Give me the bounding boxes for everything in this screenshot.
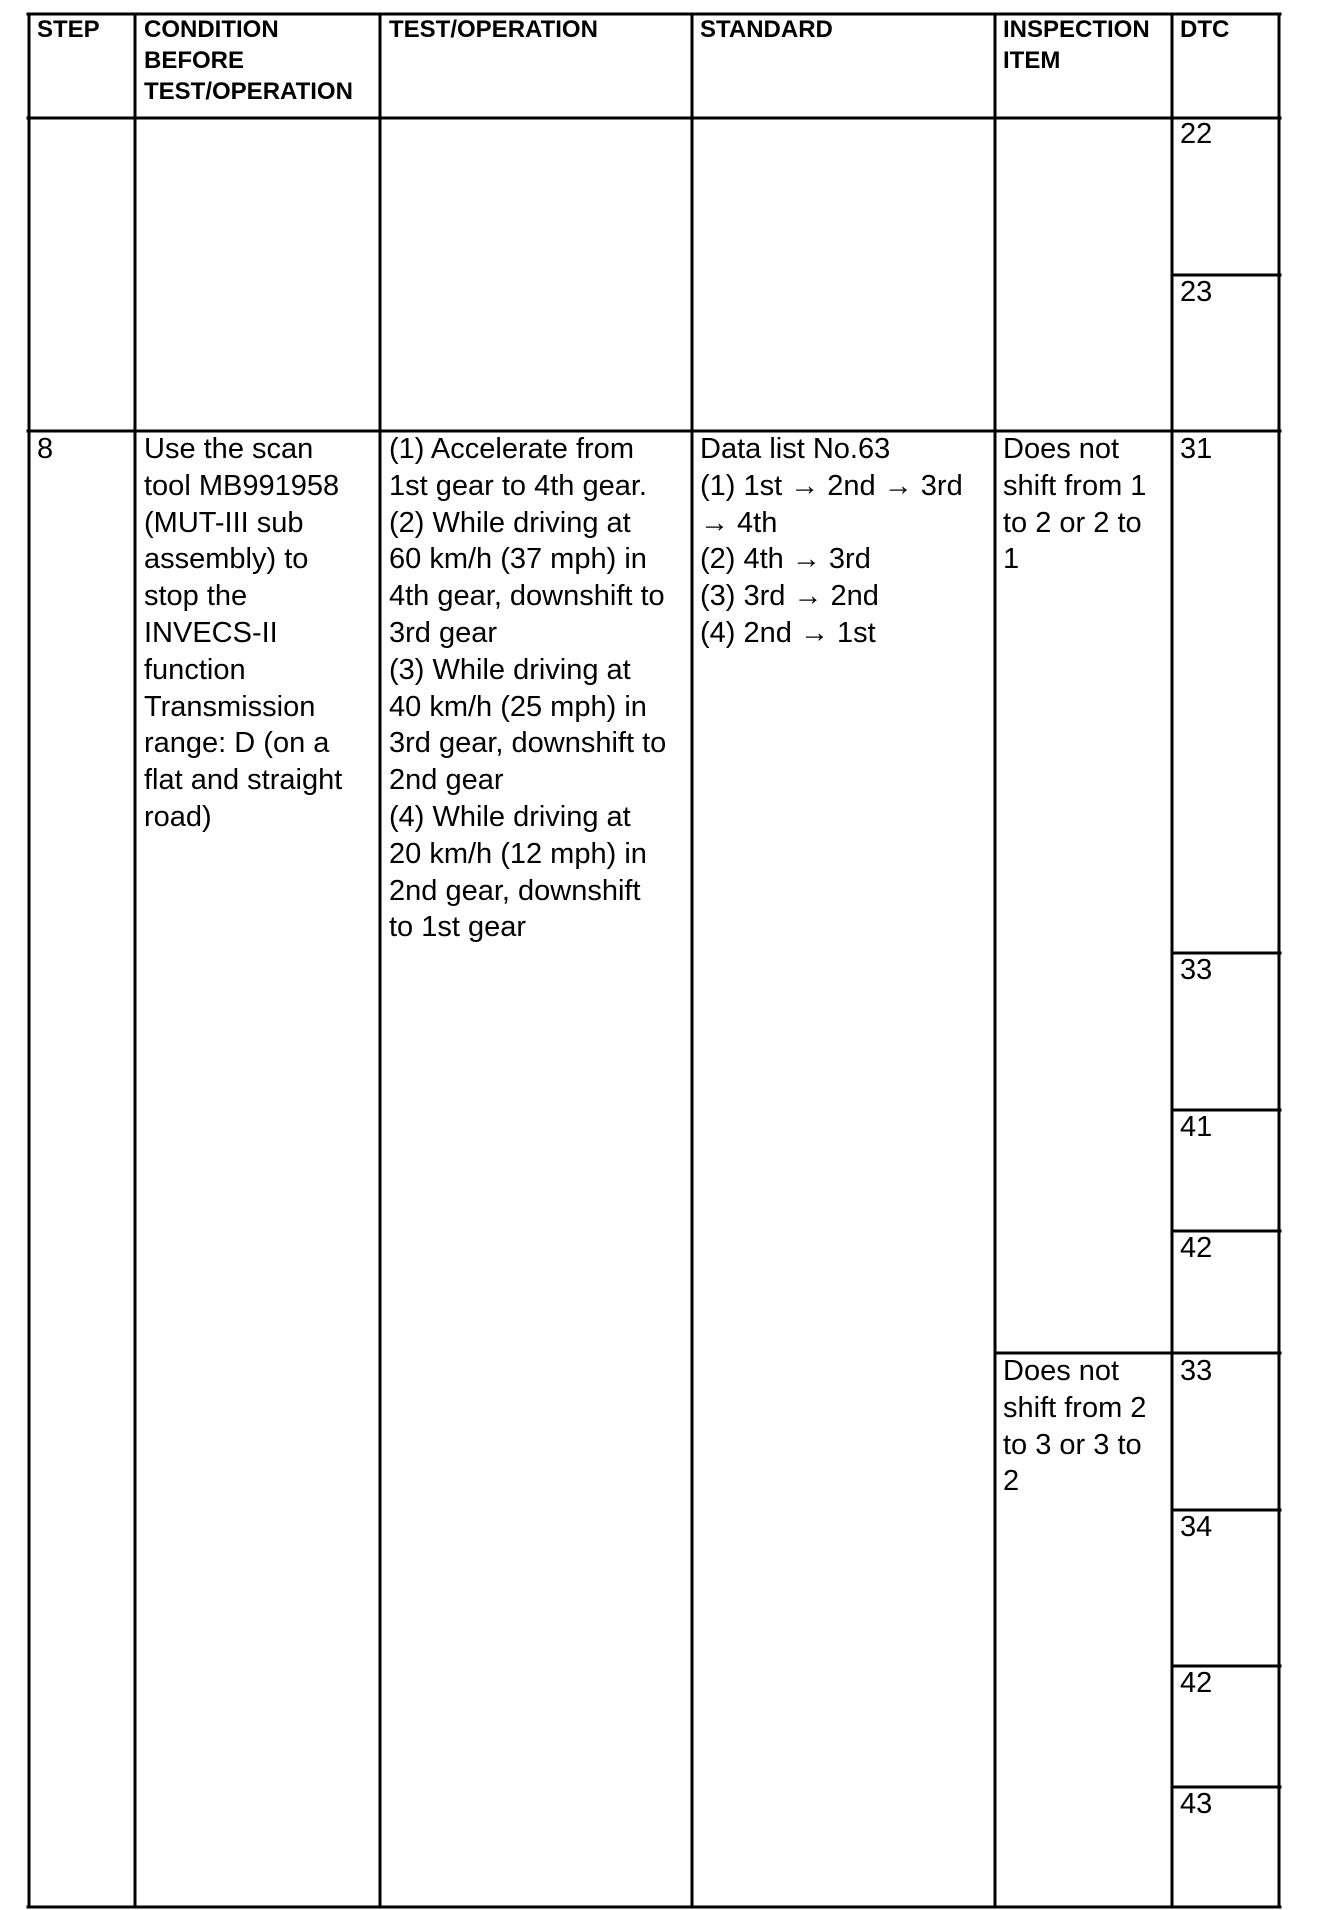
standard-text: Data list No.63 (1) 1st → 2nd → 3rd → 4th (2) 4th → 3rd (3) 3rd → 2nd (4) 2nd → 1st <box>700 433 963 649</box>
dtc-code: 34 <box>1180 1511 1213 1543</box>
header-step: STEP <box>37 16 100 43</box>
dtc-code: 43 <box>1180 1788 1213 1820</box>
dtc-code: 42 <box>1180 1667 1213 1699</box>
dtc-code: 33 <box>1180 1355 1213 1387</box>
dtc-code: 41 <box>1180 1111 1213 1143</box>
dtc-code: 23 <box>1180 276 1213 308</box>
step-number: 8 <box>37 433 54 465</box>
header-inspection-item: INSPECTION ITEM <box>1003 16 1150 74</box>
condition-text: Use the scan tool MB991958 (MUT-III sub assembly) to stop the INVECS-II function Transmission range: D (on a flat and straight road) <box>144 433 343 833</box>
inspection-item-text: Does not shift from 1 to 2 or 2 to 1 <box>1003 433 1147 576</box>
header-standard: STANDARD <box>700 16 833 43</box>
test-operation-text: (1) Accelerate from 1st gear to 4th gear. (2) While driving at 60 km/h (37 mph) in 4th gear, downshift to 3rd gear (3) While driving at 40 km/h (25 mph) in 3rd gear, downshift to 2nd gear (4) While driving at 20 km/h (12 mph) in 2nd gear, downshift to 1st gear <box>389 433 667 944</box>
dtc-code: 31 <box>1180 433 1213 465</box>
dtc-code: 22 <box>1180 118 1213 150</box>
header-dtc: DTC <box>1180 16 1230 43</box>
inspection-item-text: Does not shift from 2 to 3 or 3 to 2 <box>1003 1355 1147 1498</box>
header-condition: CONDITION BEFORE TEST/OPERATION <box>144 16 353 105</box>
dtc-code: 33 <box>1180 954 1213 986</box>
dtc-code: 42 <box>1180 1232 1213 1264</box>
header-test-operation: TEST/OPERATION <box>389 16 598 43</box>
